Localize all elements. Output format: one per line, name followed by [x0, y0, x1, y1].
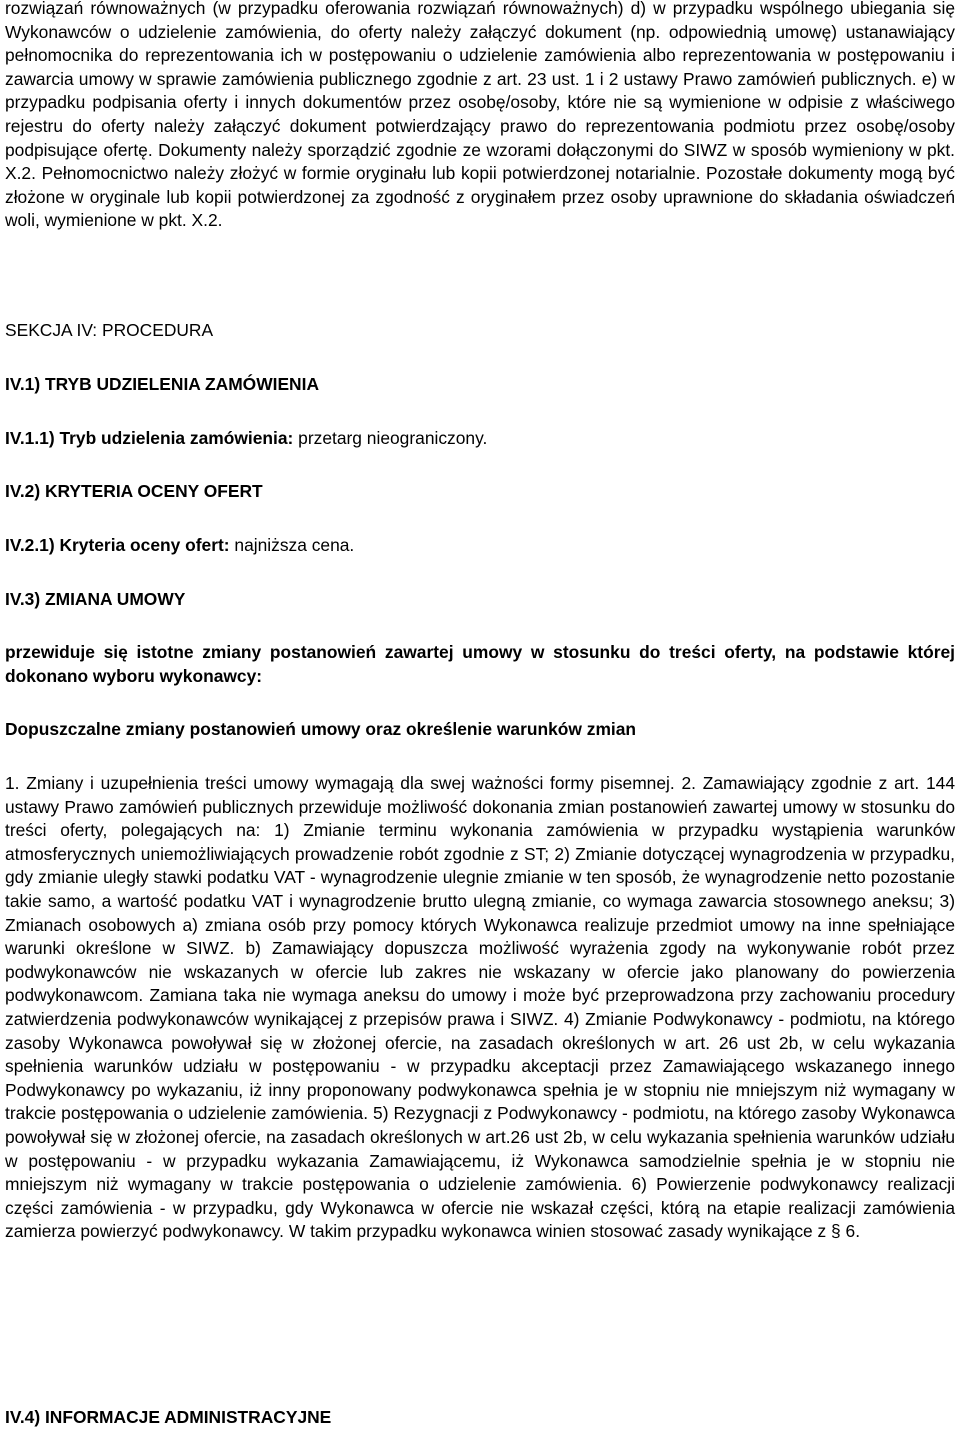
- heading-iv-2: IV.2) KRYTERIA OCENY OFERT: [5, 481, 263, 501]
- heading-iv-1: IV.1) TRYB UDZIELENIA ZAMÓWIENIA: [5, 374, 320, 394]
- iv-2-1-value: najniższa cena.: [229, 535, 355, 555]
- iv-3-paragraph: 1. Zmiany i uzupełnienia treści umowy wymagają dla swej ważności formy pisemnej. 2. Zamawiający zgodnie z art. 144 ustawy Prawo zamówień publicznych przewiduje możliwość dokonania zmian postanowień zawartej umowy w stosunku do treści oferty, polegających na: 1) Zmianie terminu wykonania zamówienia w przypadku wystąpienia warunków atmosferycznych uniemożliwiających prowadzenie robót zgodnie z ST; 2) Zmianie dotyczącej wynagrodzenia w przypadku, gdy zmianie uległy stawki podatku VAT - wynagrodzenie ulegnie zmianie w ten sposób, że wynagrodzenie netto pozostanie takie samo, a wartość podatku VAT i wynagrodzenie brutto ulegną zmianie, co wymaga zawarcia stosownego aneksu; 3) Zmianach osobowych a) zmiana osób przy pomocy których Wykonawca realizuje przedmiot umowy na inne spełniające warunki określone w SIWZ. b) Zamawiający dopuszcza możliwość wyrażenia zgody na wykonywanie robót przez podwykonawców nie wskazanych w ofercie lub zakres nie wskazany w ofercie jako planowany do powierzenia podwykonawcom. Zamiana taka nie wymaga aneksu do umowy i może być przeprowadzona przy zachowaniu procedury zatwierdzenia podwykonawców wynikającej z przepisów prawa i SIWZ. 4) Zmianie Podwykonawcy - podmiotu, na którego zasoby Wykonawca powoływał się w złożonej ofercie, na zasadach określonych w art. 26 ust 2b, w celu wykazania spełnienia warunków udziału w postępowaniu - w przypadku akceptacji przez Zamawiającego wskazanego innego Podwykonawcy po wykazaniu, iż inny proponowany podwykonawca spełnia je w stopniu nie mniejszym niż wymagany w trakcie postępowania o udzielenie zamówienia. 5) Rezygnacji z Podwykonawcy - podmiotu, na którego zasoby Wykonawca powoływał się w złożonej ofercie, na zasadach określonych w art.26 ust 2b, w celu wykazania spełnienia warunków udziału w postępowaniu - w przypadku wykazania Zamawiającemu, iż Wykonawca samodzielnie spełnia je w stopniu nie mniejszym niż wymagany w trakcie postępowania o udzielenie zamówienia. 6) Powierzenie podwykonawcy realizacji części zamówienia - w przypadku, gdy Wykonawca w ofercie nie wskazał części, którą na etapie realizacji zamówienia zamierza powierzyć podwykonawcy. W takim przypadku wykonawca winien stosować zasady wynikające z § 6.: [5, 773, 955, 1242]
- iv-2-1-line: [5, 534, 955, 558]
- iv-3-statement: przewiduje się istotne zmiany postanowień zawartej umowy w stosunku do treści oferty, na podstawie której dokonano wyboru wykonawcy:: [5, 642, 955, 686]
- heading-iv-4: IV.4) INFORMACJE ADMINISTRACYJNE: [5, 1407, 332, 1427]
- heading-iv-3: IV.3) ZMIANA UMOWY: [5, 589, 186, 609]
- section-title: SEKCJA IV: PROCEDURA: [5, 320, 214, 340]
- intro-paragraph: rozwiązań równoważnych (w przypadku oferowania rozwiązań równoważnych) d) w przypadku wspólnego ubiegania się Wykonawców o udzielenie zamówienia, do oferty należy załączyć dokument (np. odpowiednią umowę) ustanawiający pełnomocnika do reprezentowania ich w postępowaniu o udzielenie zamówienia albo reprezentowania w postępowaniu i zawarcia umowy w sprawie zamówienia publicznego zgodnie z art. 23 ust. 1 i 2 ustawy Prawo zamówień publicznych. e) w przypadku podpisania oferty i innych dokumentów przez osobę/osoby, które nie są wymienione w odpisie z właściwego rejestru do oferty należy załączyć dokument potwierdzający prawo do reprezentowania podmiotu przez osobę/osoby podpisujące ofertę. Dokumenty należy sporządzić zgodnie ze wzorami dołączonymi do SIWZ w sposób wymieniony w pkt. X.2. Pełnomocnictwo należy złożyć w formie oryginału lub kopii potwierdzonej notarialnie. Pozostałe dokumenty mogą być złożone w oryginale lub kopii potwierdzonej za zgodność z oryginałem przez osoby uprawnione do składania oświadczeń woli, wymienione w pkt. X.2.: [5, 0, 955, 231]
- iv-1-1-label: IV.1.1) Tryb udzielenia zamówienia:: [5, 428, 294, 448]
- iv-1-1-line: [5, 427, 955, 451]
- iv-3-subheading: Dopuszczalne zmiany postanowień umowy oraz określenie warunków zmian: [5, 719, 637, 739]
- iv-2-1-label: IV.2.1) Kryteria oceny ofert:: [5, 535, 230, 555]
- iv-1-1-value: przetarg nieograniczony.: [293, 428, 488, 448]
